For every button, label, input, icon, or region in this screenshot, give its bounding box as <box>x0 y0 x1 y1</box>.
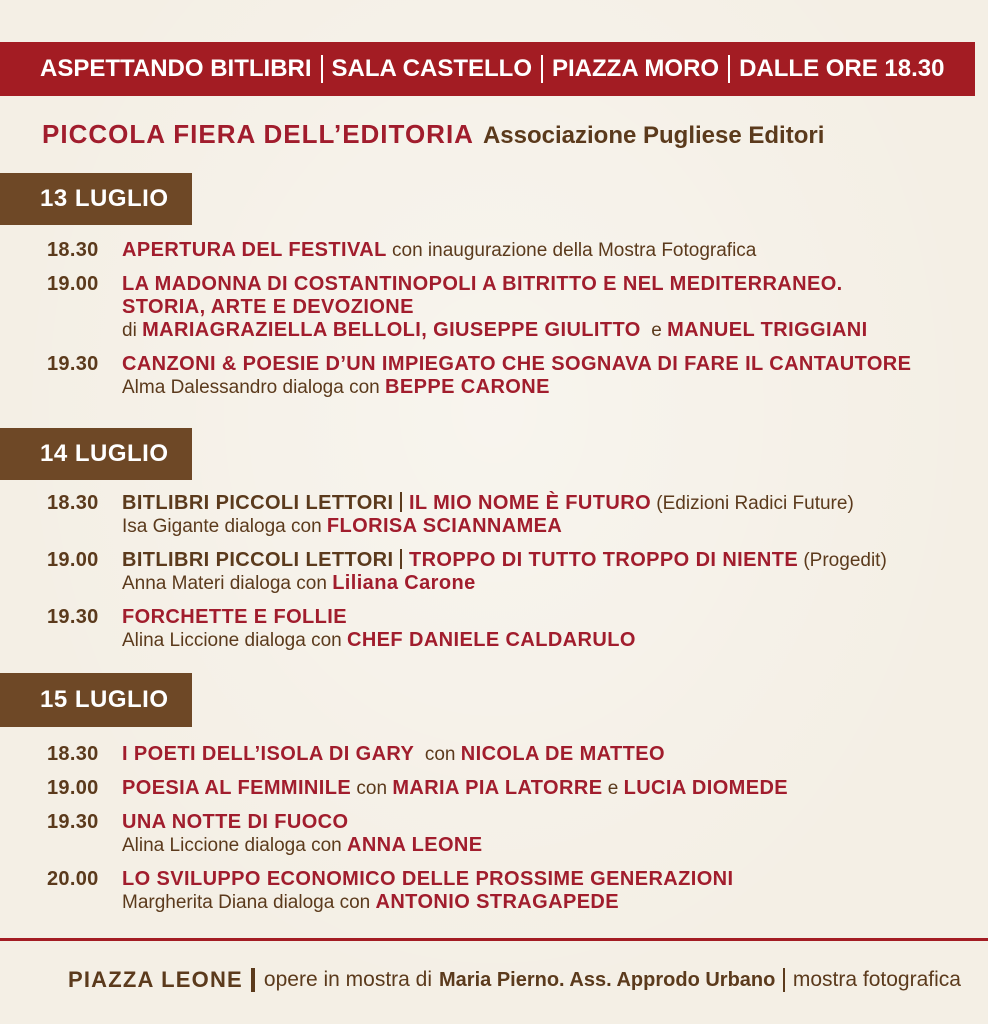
title-line <box>122 549 988 572</box>
day-section <box>0 428 988 663</box>
event-detail: Margherita Diana dialoga con <box>122 892 376 913</box>
event-title: CANZONI & POESIE D’UN IMPIEGATO CHE SOGNAVA DI FARE IL CANTAUTORE <box>122 353 912 375</box>
event-body <box>122 743 988 766</box>
credit-line <box>122 515 988 538</box>
event-item <box>0 743 988 766</box>
event-item <box>0 273 988 342</box>
event-item <box>0 353 988 399</box>
event-detail: Isa Gigante dialoga con <box>122 516 327 537</box>
footer-separator <box>251 968 255 992</box>
speaker-name: Liliana Carone <box>332 572 476 594</box>
title-line <box>122 606 988 629</box>
speaker-name: FLORISA SCIANNAMEA <box>326 515 563 537</box>
header-separator <box>321 55 323 83</box>
header-event-name: ASPETTANDO BITLIBRI <box>40 55 312 82</box>
credit-line <box>122 834 988 857</box>
header-venue: SALA CASTELLO <box>331 55 532 82</box>
title-line <box>122 273 988 296</box>
event-detail: (Edizioni Radici Future) <box>651 493 854 514</box>
credit-line <box>122 572 988 595</box>
speaker-name: BEPPE CARONE <box>385 376 550 398</box>
day-date: 14 LUGLIO <box>40 440 169 467</box>
event-time: 18.30 <box>47 492 99 514</box>
event-title: IL MIO NOME È FUTURO <box>408 492 652 514</box>
footer-separator <box>783 968 785 992</box>
subtitle <box>42 119 824 149</box>
event-body <box>122 549 988 595</box>
event-time: 20.00 <box>47 868 99 890</box>
header-separator <box>541 55 543 83</box>
event-list <box>0 492 988 652</box>
separator <box>400 549 402 569</box>
title-line <box>122 353 988 376</box>
speaker-name: MARIAGRAZIELLA BELLOLI, GIUSEPPE GIULITTO <box>142 319 641 341</box>
event-title: LA MADONNA DI COSTANTINOPOLI A BITRITTO E NEL MEDITERRANEO. <box>122 273 843 295</box>
event-body <box>122 868 988 914</box>
speaker-name: NICOLA DE MATTEO <box>460 743 665 765</box>
footer-text: opere in mostra di <box>263 968 433 991</box>
event-body <box>122 492 988 538</box>
event-title: I POETI DELL’ISOLA DI GARY <box>122 743 415 765</box>
series-label: BITLIBRI PICCOLI LETTORI <box>122 549 394 571</box>
event-title: UNA NOTTE DI FUOCO <box>122 811 349 833</box>
event-body <box>122 811 988 857</box>
title-line <box>122 868 988 891</box>
series-label: BITLIBRI PICCOLI LETTORI <box>122 492 394 514</box>
speaker-name: MARIA PIA LATORRE <box>392 777 603 799</box>
event-item <box>0 492 988 538</box>
title-line <box>122 743 988 766</box>
event-time: 19.30 <box>47 353 99 375</box>
event-item <box>0 868 988 914</box>
event-item <box>0 549 988 595</box>
title-line <box>122 811 988 834</box>
day-section <box>0 673 988 925</box>
event-detail: Alina Liccione dialoga con <box>122 630 347 651</box>
event-time: 19.00 <box>47 273 99 295</box>
event-body <box>122 606 988 652</box>
header-start-time: DALLE ORE 18.30 <box>739 55 945 82</box>
title-line <box>122 239 988 262</box>
header-separator <box>728 55 730 83</box>
event-title: TROPPO DI TUTTO TROPPO DI NIENTE <box>408 549 799 571</box>
day-date: 15 LUGLIO <box>40 686 169 713</box>
credit-line <box>122 376 988 399</box>
event-item <box>0 811 988 857</box>
day-tab <box>0 428 192 480</box>
event-time: 19.30 <box>47 811 99 833</box>
credit-line <box>122 629 988 652</box>
speaker-name: ANNA LEONE <box>347 834 483 856</box>
day-date: 13 LUGLIO <box>40 185 169 212</box>
header-square: PIAZZA MORO <box>551 55 720 82</box>
speaker-name: ANTONIO STRAGAPEDE <box>375 891 620 913</box>
event-item <box>0 606 988 652</box>
event-time: 19.30 <box>47 606 99 628</box>
event-title: APERTURA DEL FESTIVAL <box>122 239 387 261</box>
event-title: STORIA, ARTE E DEVOZIONE <box>122 296 414 318</box>
separator <box>400 492 402 512</box>
organizer-name: Associazione Pugliese Editori <box>482 122 825 149</box>
speaker-name: LUCIA DIOMEDE <box>623 777 789 799</box>
day-tab <box>0 673 192 727</box>
event-body <box>122 353 988 399</box>
event-title: POESIA AL FEMMINILE <box>122 777 352 799</box>
event-body <box>122 273 988 342</box>
footer-note: mostra fotografica <box>792 968 961 991</box>
footer-artist: Maria Pierno. Ass. Approdo Urbano <box>439 968 776 991</box>
event-detail: con <box>414 744 461 765</box>
day-section <box>0 173 988 410</box>
event-time: 18.30 <box>47 743 99 765</box>
speaker-name: CHEF DANIELE CALDARULO <box>347 629 636 651</box>
event-list <box>0 239 988 399</box>
divider-rule <box>0 938 988 941</box>
event-body <box>122 777 988 800</box>
event-detail: e <box>640 320 668 341</box>
fair-title: PICCOLA FIERA DELL’EDITORIA <box>42 119 474 149</box>
event-detail: Alma Dalessandro dialoga con <box>122 377 385 398</box>
event-title: FORCHETTE E FOLLIE <box>122 606 347 628</box>
title-line <box>122 492 988 515</box>
event-time: 19.00 <box>47 777 99 799</box>
credit-line <box>122 891 988 914</box>
speaker-name: MANUEL TRIGGIANI <box>667 319 868 341</box>
event-detail: con inaugurazione della Mostra Fotografica <box>386 240 757 261</box>
event-title: LO SVILUPPO ECONOMICO DELLE PROSSIME GENERAZIONI <box>122 868 734 890</box>
event-detail: (Progedit) <box>798 550 887 571</box>
event-time: 19.00 <box>47 549 99 571</box>
event-item <box>0 239 988 262</box>
event-time: 18.30 <box>47 239 99 261</box>
event-list <box>0 743 988 914</box>
event-detail: con <box>351 778 393 799</box>
event-item <box>0 777 988 800</box>
event-detail: Anna Materi dialoga con <box>122 573 333 594</box>
header-banner <box>0 42 975 96</box>
title-line <box>122 296 988 319</box>
day-tab <box>0 173 192 225</box>
event-detail: Alina Liccione dialoga con <box>122 835 347 856</box>
event-detail: di <box>122 320 143 341</box>
footer <box>68 966 961 994</box>
footer-place: PIAZZA LEONE <box>68 967 243 992</box>
event-body <box>122 239 988 262</box>
title-line <box>122 777 988 800</box>
credit-line <box>122 319 988 342</box>
event-detail: e <box>602 778 624 799</box>
